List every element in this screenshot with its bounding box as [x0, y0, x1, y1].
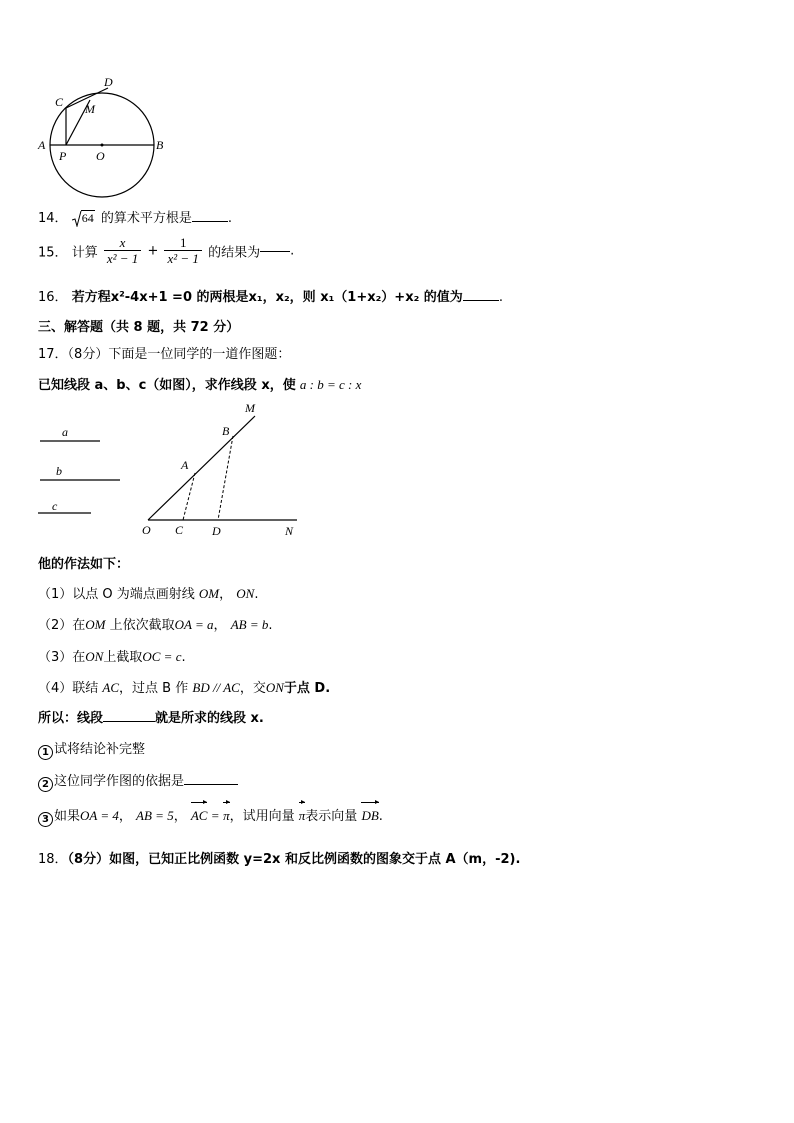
- step-1-text: （1）以点 O 为端点画射线: [38, 587, 195, 602]
- step-3-eq: OC = c: [142, 649, 182, 664]
- step-2-om: OM: [85, 617, 106, 632]
- label-o: O: [142, 523, 151, 537]
- step-2-sep: ，: [213, 618, 227, 633]
- circled-number-1: 1: [38, 745, 53, 760]
- vector-pi-1: π: [223, 808, 230, 824]
- fraction-1-denominator: x² − 1: [106, 251, 139, 266]
- sub-question-2: [38, 770, 238, 792]
- question-14: [38, 207, 232, 226]
- fraction-2-denominator: x² − 1: [167, 251, 199, 266]
- step-4-end: 于点 D.: [283, 681, 331, 696]
- radicand: 64: [81, 211, 94, 225]
- fraction-2-numerator: 1: [164, 236, 201, 251]
- answer-blank[interactable]: [463, 300, 499, 301]
- conclusion: [38, 707, 264, 726]
- sub-question-3-end: .: [378, 809, 383, 824]
- question-prefix: 计算: [71, 245, 98, 261]
- question-18: [38, 848, 520, 867]
- label-m: M: [245, 401, 255, 415]
- step-2-eq2: AB = b: [230, 617, 269, 632]
- question-17-intro: [38, 343, 290, 362]
- label-a: A: [38, 138, 46, 152]
- conclusion-suffix: 就是所求的线段 x.: [155, 711, 264, 726]
- step-4-mid: ，过点 B 作: [119, 681, 189, 696]
- label-n: N: [285, 524, 294, 538]
- vector-ac: AC: [191, 808, 208, 824]
- circled-number-3: 3: [38, 812, 53, 827]
- vector-pi-2: π: [299, 808, 306, 824]
- label-o: O: [96, 149, 105, 163]
- question-number: 18．: [38, 852, 68, 867]
- given-formula: a : b = c : x: [299, 377, 362, 392]
- step-4-parallel: BD // AC: [192, 680, 240, 695]
- label-a: A: [181, 458, 189, 472]
- sub-question-2-text: 这位同学作图的依据是: [54, 774, 185, 789]
- sub-question-1: [38, 738, 145, 760]
- step-3: [38, 646, 186, 665]
- circled-number-2: 2: [38, 777, 53, 792]
- step-3-text: （3）在: [38, 650, 86, 665]
- equals-sign: =: [211, 808, 219, 823]
- sqrt-expression: [72, 211, 95, 226]
- fraction-2: [164, 236, 201, 266]
- segments-figure: [30, 398, 130, 523]
- sub-question-3-eq1: OA = 4: [80, 808, 119, 823]
- question-number: 16．: [38, 290, 68, 305]
- step-2: [38, 614, 272, 633]
- construction-figure: [135, 398, 305, 543]
- question-suffix: 的结果为: [208, 245, 261, 261]
- question-number: 14．: [38, 211, 68, 226]
- given-text: 已知线段 a、b、c（如图），求作线段 x，使: [38, 378, 296, 393]
- plus-sign: +: [147, 243, 159, 259]
- section-title: 三、解答题（共 8 题，共 72 分）: [38, 320, 240, 335]
- label-c: C: [55, 95, 64, 109]
- label-seg-b: b: [56, 464, 62, 478]
- label-seg-a: a: [62, 425, 68, 439]
- period: .: [498, 290, 503, 305]
- question-text: 的算术平方根是: [100, 211, 192, 226]
- sub-question-3-sep1: ，: [118, 809, 132, 824]
- step-3-end: .: [181, 650, 186, 665]
- conclusion-prefix: 所以：线段: [38, 711, 104, 726]
- period: .: [290, 243, 295, 259]
- question-15: [38, 236, 294, 266]
- sub-question-3: [38, 805, 383, 827]
- step-3-mid: 上截取: [103, 650, 143, 665]
- step-4-text: （4）联结: [38, 681, 99, 696]
- question-text: 若方程x²-4x+1 =0 的两根是x₁，x₂，则 x₁（1+x₂）+x₂ 的值为: [71, 290, 463, 305]
- vector-db: DB: [361, 808, 378, 824]
- label-c: C: [175, 523, 184, 537]
- question-text: （8分）如图，已知正比例函数 y=2x 和反比例函数的图象交于点 A（m，-2).: [67, 852, 521, 867]
- sub-question-3-sep2: ，: [173, 809, 187, 824]
- dashed-bd: [218, 436, 233, 520]
- step-2-end: .: [268, 618, 273, 633]
- step-2-text: （2）在: [38, 618, 86, 633]
- step-1-end: .: [254, 587, 259, 602]
- sub-question-3-eq2: AB = 5: [136, 808, 174, 823]
- sub-question-3-mid2: 表示向量: [305, 809, 358, 824]
- question-17-given: [38, 374, 361, 393]
- step-4-mid2: ，交: [239, 681, 266, 696]
- label-seg-c: c: [52, 499, 58, 513]
- step-2-eq1: OA = a: [174, 617, 214, 632]
- question-intro: （8分）下面是一位同学的一道作图题：: [67, 347, 291, 362]
- ray-om: [148, 416, 255, 520]
- step-4-on: ON: [265, 680, 284, 695]
- step-1-om: OM: [198, 586, 220, 601]
- step-1-sep: ，: [219, 587, 233, 602]
- method-intro: 他的作法如下：: [38, 557, 130, 572]
- label-b: B: [156, 138, 164, 152]
- step-4-ac: AC: [102, 680, 120, 695]
- label-d: D: [104, 75, 113, 89]
- answer-blank[interactable]: [260, 251, 290, 252]
- circle-figure: [30, 70, 180, 200]
- answer-blank[interactable]: [192, 221, 228, 222]
- sub-question-3-prefix: 如果: [54, 809, 81, 824]
- label-m: M: [85, 102, 95, 116]
- label-b: B: [222, 424, 230, 438]
- sub-question-3-mid: ，试用向量: [229, 809, 295, 824]
- question-16: [38, 286, 503, 305]
- conclusion-blank[interactable]: [103, 721, 155, 722]
- label-d: D: [212, 524, 221, 538]
- sub-question-1-text: 试将结论补完整: [54, 742, 146, 757]
- fraction-1: [104, 236, 141, 266]
- step-2-mid: 上依次截取: [109, 618, 175, 633]
- step-3-on: ON: [85, 649, 104, 664]
- step-1: [38, 583, 259, 602]
- answer-blank[interactable]: [184, 784, 238, 785]
- step-1-on: ON: [236, 586, 255, 601]
- question-number: 17．: [38, 347, 68, 362]
- center-dot: [101, 144, 104, 147]
- fraction-1-numerator: x: [104, 236, 141, 251]
- question-number: 15．: [38, 245, 68, 261]
- step-4: [38, 677, 330, 696]
- period: .: [227, 211, 232, 226]
- label-p: P: [59, 149, 67, 163]
